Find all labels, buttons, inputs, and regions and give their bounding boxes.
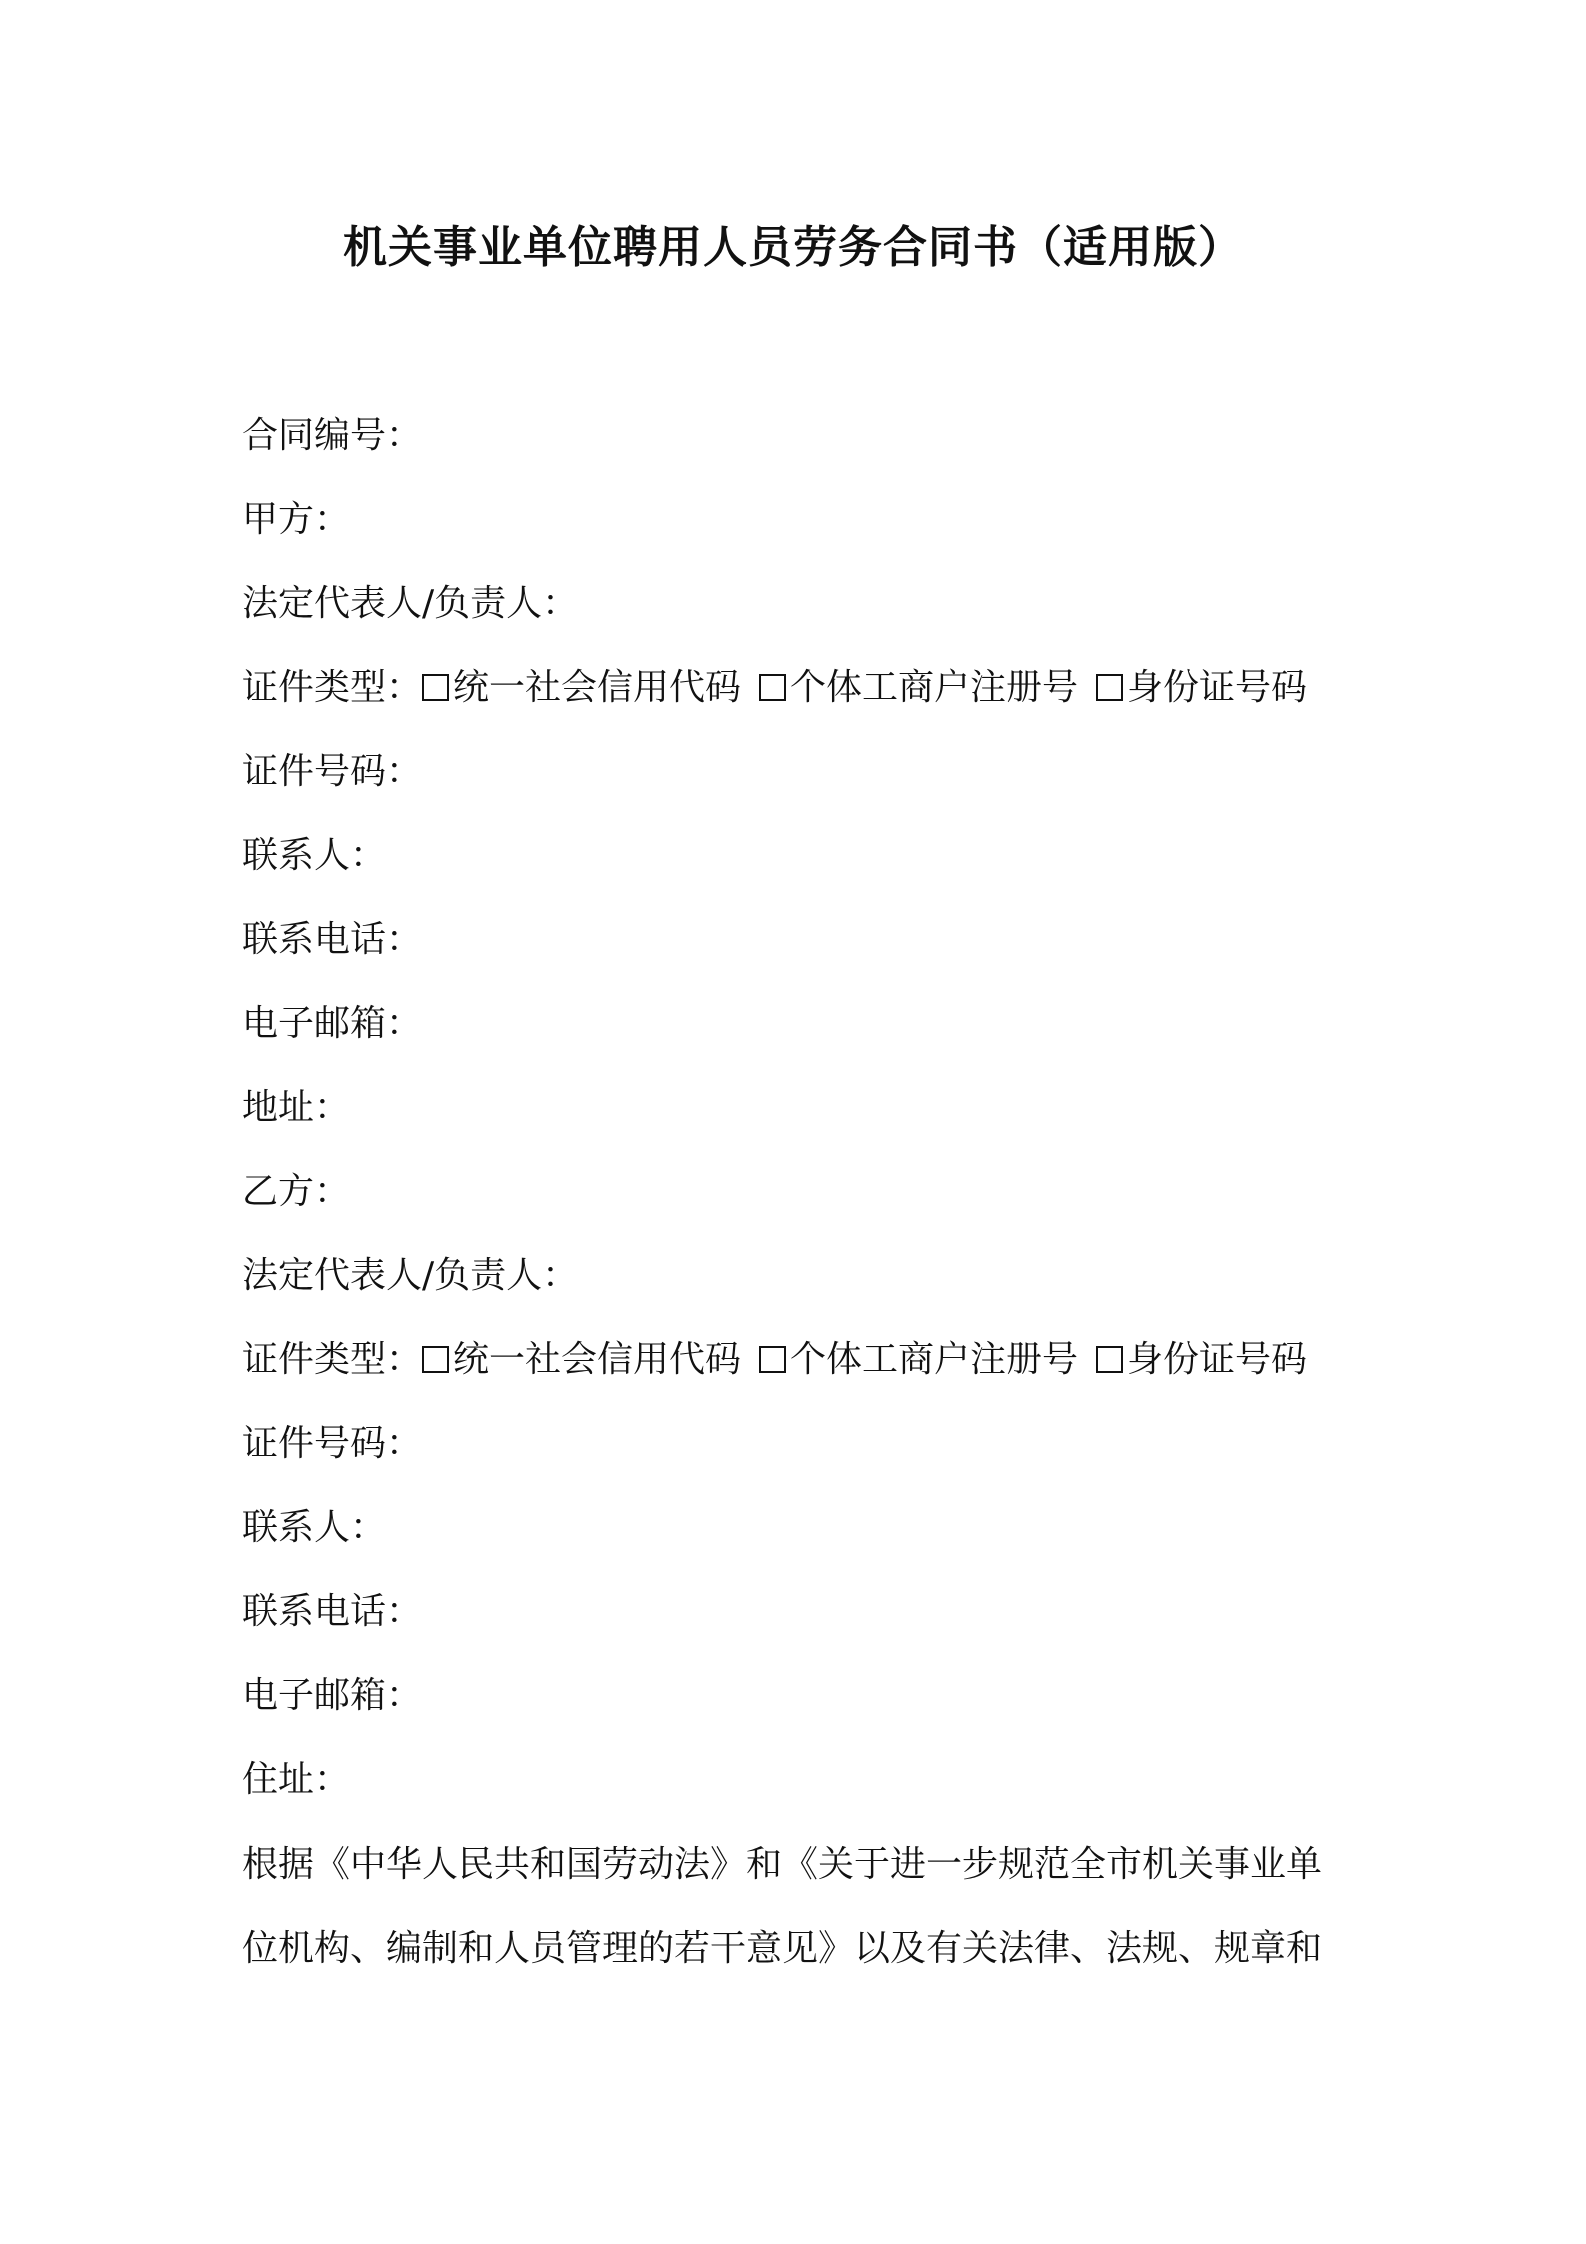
cert-option-label: 统一社会信用代码 (453, 1339, 742, 1380)
party-b-legal-rep-field: 法定代表人/负责人： (242, 1255, 579, 1296)
party-a-email-field: 电子邮箱： (242, 1003, 423, 1044)
party-a-cert-type-field (242, 660, 1362, 744)
party-b-address-field: 住址： (242, 1759, 351, 1800)
cert-option-business-reg (759, 660, 1078, 716)
party-a-phone-field: 联系电话： (242, 919, 423, 960)
party-a-legal-rep-field: 法定代表人/负责人： (242, 583, 579, 624)
party-b-cert-type-field (242, 1332, 1362, 1416)
cert-option-label: 个体工商户注册号 (790, 1339, 1079, 1380)
party-b-cert-number-field: 证件号码： (242, 1423, 423, 1464)
party-b-email-field: 电子邮箱： (242, 1675, 423, 1716)
checkbox-icon (759, 1346, 786, 1373)
cert-option-label: 身份证号码 (1127, 667, 1308, 708)
cert-option-id-card (1096, 1332, 1307, 1388)
checkbox-icon (759, 674, 786, 701)
party-a-cert-number-field: 证件号码： (242, 751, 423, 792)
party-a-contact-field: 联系人： (242, 835, 387, 876)
preamble-line: 位机构、编制和人员管理的若干意见》以及有关法律、法规、规章和 (242, 1928, 1323, 1969)
cert-type-label: 证件类型： (242, 667, 423, 708)
party-b-phone-field: 联系电话： (242, 1591, 423, 1632)
cert-option-label: 个体工商户注册号 (790, 667, 1079, 708)
checkbox-icon (422, 1346, 449, 1373)
cert-option-label: 统一社会信用代码 (453, 667, 742, 708)
cert-option-id-card (1096, 660, 1307, 716)
party-a-address-field: 地址： (242, 1087, 351, 1128)
checkbox-icon (422, 674, 449, 701)
cert-type-label: 证件类型： (242, 1339, 423, 1380)
checkbox-icon (1096, 674, 1123, 701)
checkbox-icon (1096, 1346, 1123, 1373)
cert-option-label: 身份证号码 (1127, 1339, 1308, 1380)
party-a-field: 甲方： (242, 499, 351, 540)
party-b-field: 乙方： (242, 1171, 351, 1212)
contract-number-field: 合同编号： (242, 415, 423, 456)
cert-option-credit-code (422, 1332, 741, 1388)
preamble-line: 根据《中华人民共和国劳动法》和《关于进一步规范全市机关事业单 (242, 1844, 1323, 1885)
contract-fields (242, 408, 1362, 1836)
cert-option-credit-code (422, 660, 741, 716)
party-b-contact-field: 联系人： (242, 1507, 387, 1548)
document-title: 机关事业单位聘用人员劳务合同书（适用版） (343, 222, 1243, 273)
contract-preamble (242, 1823, 1367, 1991)
cert-option-business-reg (759, 1332, 1078, 1388)
